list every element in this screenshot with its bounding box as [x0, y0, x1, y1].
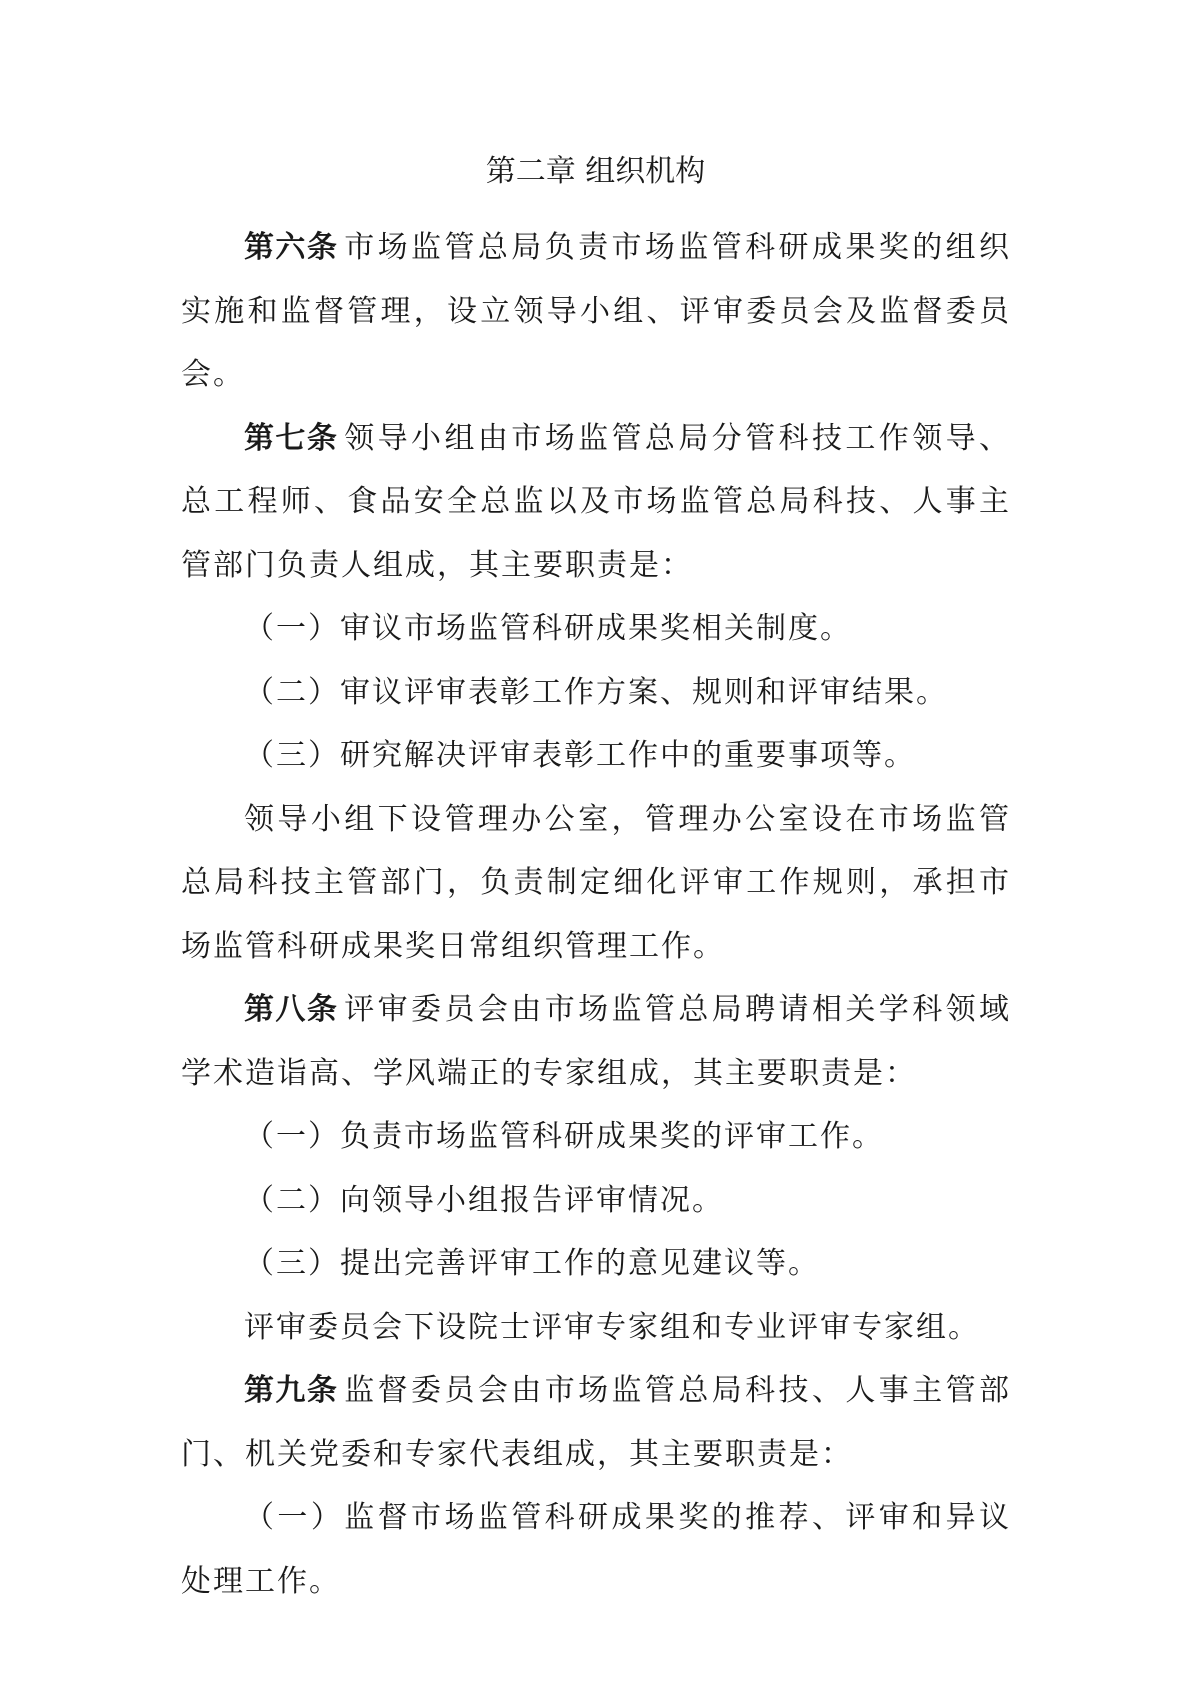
article-9-item-1: （一）监督市场监管科研成果奖的推荐、评审和异议处理工作。: [181, 1500, 1011, 1599]
chapter-title: 第二章 组织机构: [485, 154, 706, 189]
article-6-paragraph: [181, 216, 1011, 407]
article-8-label: 第八条: [244, 992, 339, 1027]
expert-groups-paragraph: 评审委员会下设院士评审专家组和专业评审专家组。: [244, 1309, 980, 1345]
article-6-label: 第六条: [244, 230, 339, 265]
article-8-item-1: （一）负责市场监管科研成果奖的评审工作。: [244, 1119, 884, 1154]
article-8-paragraph: [181, 978, 1011, 1105]
article-7-item-2: （二）审议评审表彰工作方案、规则和评审结果。: [244, 674, 948, 710]
article-9-text: 监督委员会由市场监管总局科技、人事主管部门、机关党委和专家代表组成，其主要职责是：: [181, 1373, 1012, 1472]
article-8-item-3: （三）提出完善评审工作的意见建议等。: [244, 1246, 820, 1281]
article-7-paragraph: [181, 407, 1011, 598]
article-8-text: 评审委员会由市场监管总局聘请相关学科领域学术造诣高、学风端正的专家组成，其主要职责是：: [181, 992, 1012, 1091]
article-7-text: 领导小组由市场监管总局分管科技工作领导、总工程师、食品安全总监以及市场监管总局科技、人事主管部门负责人组成，其主要职责是：: [181, 420, 1012, 583]
article-9-paragraph: [181, 1359, 1011, 1486]
article-8-item-2: （二）向领导小组报告评审情况。: [244, 1182, 724, 1218]
article-7-item-1: （一）审议市场监管科研成果奖相关制度。: [244, 611, 852, 646]
article-7-item-3: （三）研究解决评审表彰工作中的重要事项等。: [244, 738, 916, 773]
article-7-label: 第七条: [244, 420, 339, 456]
management-office-paragraph: 领导小组下设管理办公室，管理办公室设在市场监管总局科技主管部门，负责制定细化评审工作规则，承担市场监管科研成果奖日常组织管理工作。: [181, 801, 1011, 964]
article-6-text: 市场监管总局负责市场监管科研成果奖的组织实施和监督管理，设立领导小组、评审委员会及监督委员会。: [181, 230, 1012, 392]
article-9-label: 第九条: [244, 1373, 339, 1408]
document-body: [181, 216, 1011, 1613]
